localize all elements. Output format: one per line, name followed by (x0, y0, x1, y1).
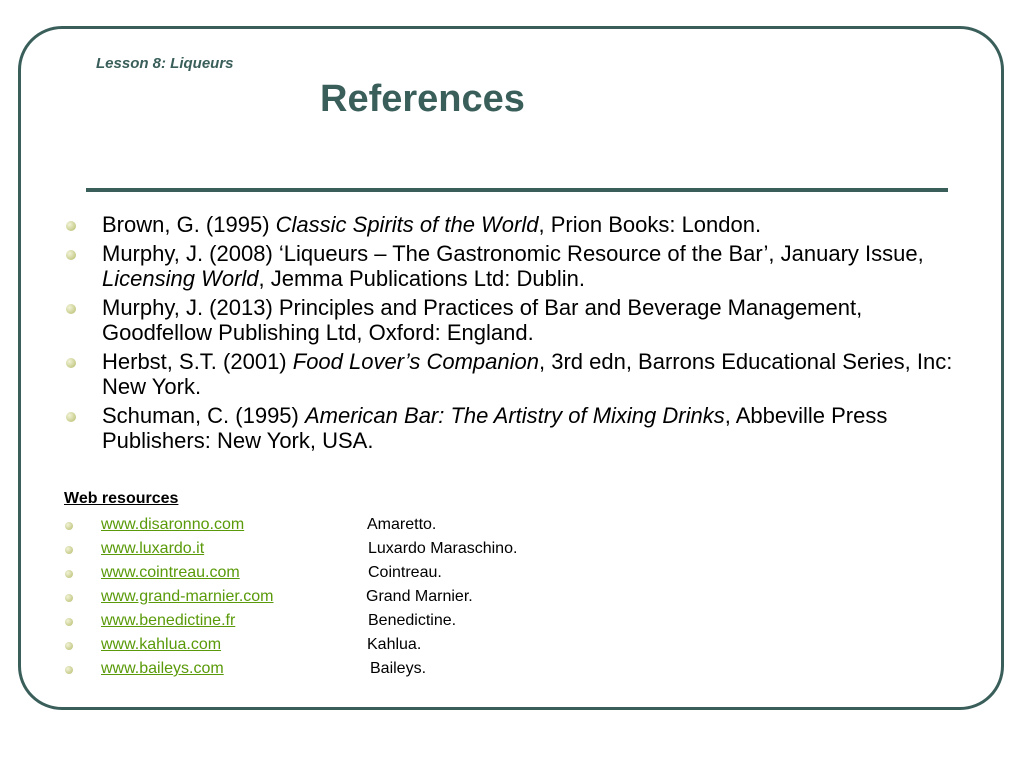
reference-text: , Prion Books: London. (538, 212, 762, 237)
reference-text: Brown, G. (1995) (102, 212, 276, 237)
bullet-icon (66, 221, 76, 231)
reference-text: Murphy, J. (2013) Principles and Practices of Bar and Beverage Management, Goodfellow Publishing Ltd, Oxford: England. (102, 295, 863, 345)
reference-item (62, 403, 968, 453)
bullet-icon (65, 618, 73, 626)
web-link-benedictine[interactable]: www.benedictine.fr (101, 612, 236, 629)
web-link-kahlua[interactable]: www.kahlua.com (101, 636, 222, 653)
bullet-icon (65, 570, 73, 578)
web-resource-desc: Kahlua. (367, 636, 422, 653)
reference-text: Murphy, J. (2008) ‘Liqueurs – The Gastronomic Resource of the Bar’, January Issue, (102, 241, 924, 266)
reference-title: Food Lover’s Companion (292, 349, 539, 374)
web-resource-desc: Luxardo Maraschino. (368, 540, 518, 557)
web-link-disaronno[interactable]: www.disaronno.com (101, 516, 245, 533)
web-resource-item (62, 537, 662, 561)
web-link-baileys[interactable]: www.baileys.com (101, 660, 224, 677)
references-list (62, 212, 968, 457)
slide-title: References (320, 78, 525, 120)
reference-title: Licensing World (102, 266, 259, 291)
web-resource-item (62, 561, 662, 585)
bullet-icon (65, 666, 73, 674)
web-resource-desc: Grand Marnier. (366, 588, 473, 605)
web-resources-list (62, 513, 662, 681)
web-resource-item (62, 657, 662, 681)
title-divider (86, 188, 948, 192)
bullet-icon (65, 546, 73, 554)
bullet-icon (65, 522, 73, 530)
reference-text: Schuman, C. (1995) (102, 403, 305, 428)
web-resource-desc: Baileys. (370, 660, 427, 677)
reference-item (62, 212, 968, 237)
reference-text: , Jemma Publications Ltd: Dublin. (258, 266, 586, 291)
lesson-label: Lesson 8: Liqueurs (96, 55, 234, 72)
reference-text: , Abbeville Press Publishers: New York, USA. (102, 403, 888, 453)
reference-text: , 3rd edn, Barrons Educational Series, Inc: New York. (102, 349, 953, 399)
reference-title: American Bar: The Artistry of Mixing Drinks (304, 403, 725, 428)
web-link-cointreau[interactable]: www.cointreau.com (101, 564, 240, 581)
reference-item (62, 295, 968, 345)
web-resource-item (62, 585, 662, 609)
bullet-icon (65, 642, 73, 650)
web-resource-desc: Benedictine. (368, 612, 457, 629)
reference-item (62, 241, 968, 291)
web-resources-heading: Web resources (64, 490, 179, 507)
bullet-icon (65, 594, 73, 602)
web-link-luxardo[interactable]: www.luxardo.it (101, 540, 205, 557)
web-resource-desc: Cointreau. (368, 564, 442, 581)
web-resource-item (62, 633, 662, 657)
web-link-grand-marnier[interactable]: www.grand-marnier.com (101, 588, 274, 605)
reference-title: Classic Spirits of the World (275, 212, 539, 237)
web-resource-desc: Amaretto. (367, 516, 437, 533)
reference-item (62, 349, 968, 399)
bullet-icon (66, 304, 76, 314)
web-resource-item (62, 609, 662, 633)
reference-text: Herbst, S.T. (2001) (102, 349, 293, 374)
bullet-icon (66, 250, 76, 260)
web-resource-item (62, 513, 662, 537)
bullet-icon (66, 412, 76, 422)
bullet-icon (66, 358, 76, 368)
